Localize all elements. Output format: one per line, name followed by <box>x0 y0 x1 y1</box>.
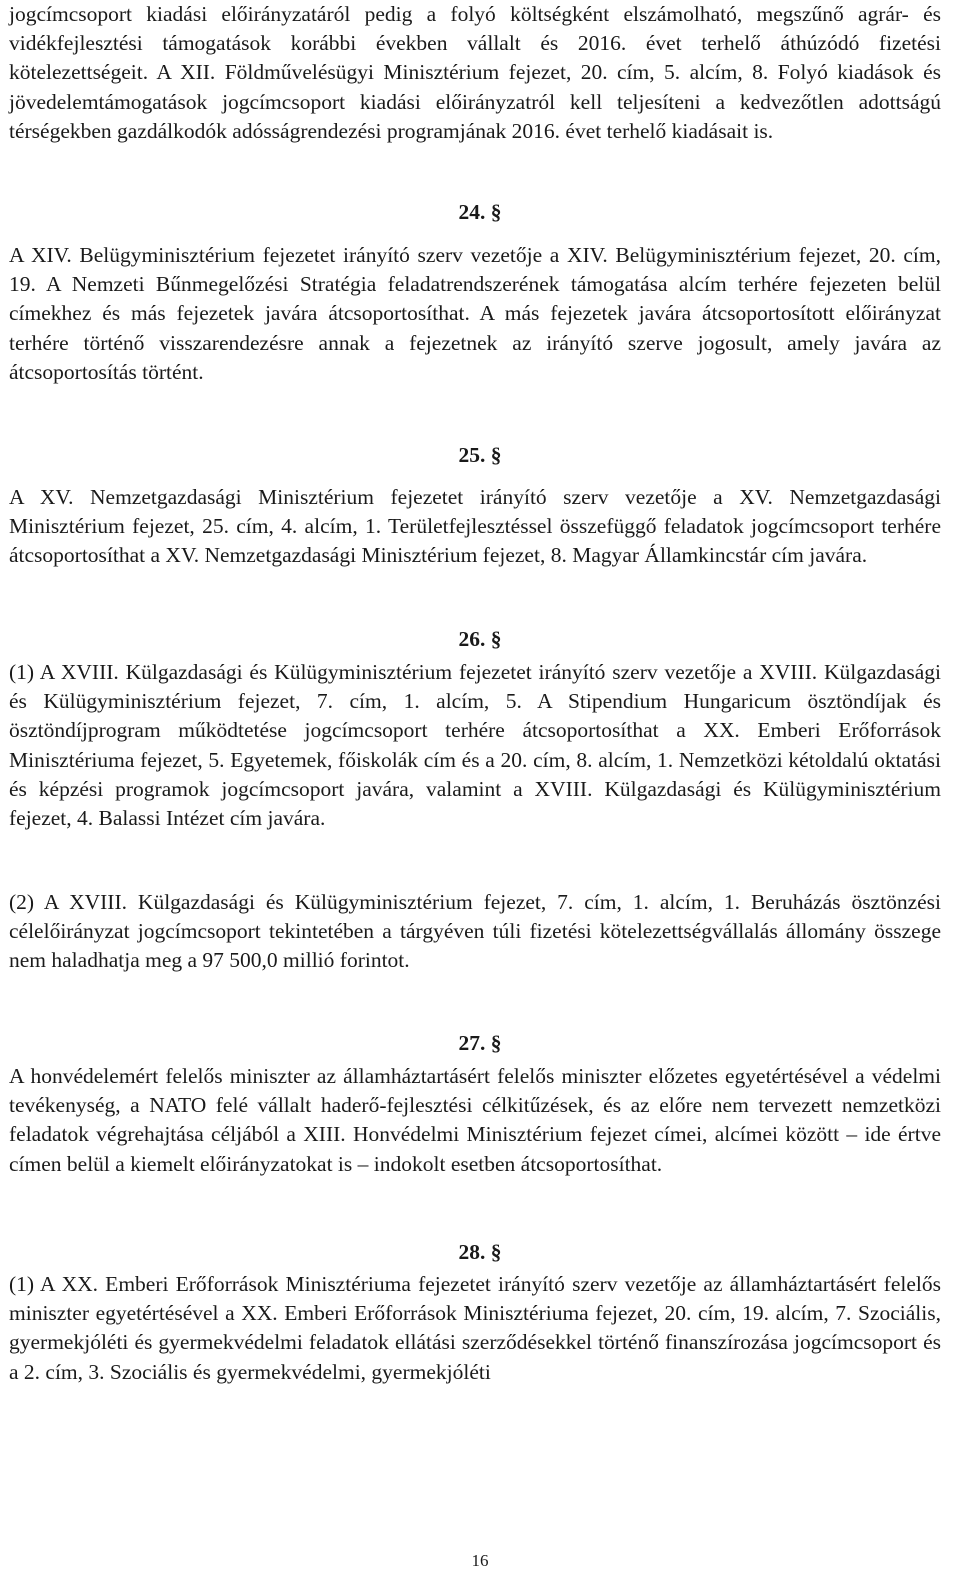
section-title-25: 25. § <box>458 443 502 467</box>
paragraph-24: A XIV. Belügyminisztérium fejezetet irányító szerv vezetője a XIV. Belügyminisztérium fejezet, 20. cím, 19. A Nemzeti Bűnmegelőzési Stratégia feladatrendszerének támogatása alcím terhére fejezeten belül címekhez és más fejezetek javára átcsoportosíthat. A más fejezetek javára átcsoportosított előirányzat terhére történő visszarendezésre annak a fejezetnek az irányító szerve jogosult, amely javára az átcsoportosítás történt. <box>9 243 941 384</box>
section-title-26: 26. § <box>458 627 502 651</box>
section-title-28: 28. § <box>458 1240 502 1264</box>
paragraph-26-2: (2) A XVIII. Külgazdasági és Külügyminisztérium fejezet, 7. cím, 1. alcím, 1. Beruházás ösztönzési célelőirányzat jogcímcsoport tekintetében a tárgyéven túli fizetési kötelezettségvállalás állomány összege nem haladhatja meg a 97 500,0 millió forintot. <box>9 890 941 973</box>
paragraph-26-1: (1) A XVIII. Külgazdasági és Külügyminisztérium fejezetet irányító szerv vezetője a XVIII. Külgazdasági és Külügyminisztérium fejezet, 7. cím, 1. alcím, 5. A Stipendium Hungaricum ösztöndíjak és ösztöndíjprogram működtetése jogcímcsoport terhére átcsoportosíthat a XX. Emberi Erőforrások Minisztériuma fejezet, 5. Egyetemek, főiskolák cím és a 20. cím, 8. alcím, 1. Nemzetközi kétoldalú oktatási és képzési programok jogcímcsoport javára, valamint a XVIII. Külgazdasági és Külügyminisztérium fejezet, 4. Balassi Intézet cím javára. <box>9 660 941 831</box>
paragraph-27: A honvédelemért felelős miniszter az államháztartásért felelős miniszter előzetes egyetértésével a védelmi tevékenység, a NATO felé vállalt haderő-fejlesztési célkitűzések, és az előre nem tervezett nemzetközi feladatok végrehajtása céljából a XIII. Honvédelmi Minisztérium fejezet címei, alcímei között – ide értve címen belül a kiemelt előirányzatokat is – indokolt esetben átcsoportosíthat. <box>9 1064 941 1176</box>
paragraph-continuation: jogcímcsoport kiadási előirányzatáról pedig a folyó költségként elszámolható, megszűnő agrár- és vidékfejlesztési támogatások korábbi években vállalt és 2016. évet terhelő áthúzódó fizetési kötelezettségeit. A XII. Földművelésügyi Minisztérium fejezet, 20. cím, 5. alcím, 8. Folyó kiadások és jövedelemtámogatások jogcímcsoport kiadási előirányzatról kell teljesíteni a kedvezőtlen adottságú térségekben gazdálkodók adósságrendezési programjának 2016. évet terhelő kiadásait is. <box>9 2 941 143</box>
paragraph-28-1: (1) A XX. Emberi Erőforrások Minisztériuma fejezetet irányító szerv vezetője az államháztartásért felelős miniszter egyetértésével a XX. Emberi Erőforrások Minisztériuma fejezet, 20. cím, 19. alcím, 7. Szociális, gyermekjóléti és gyermekvédelmi feladatok ellátási szerződésekkel történő finanszírozása jogcímcsoport és a 2. cím, 3. Szociális és gyermekvédelmi, gyermekjóléti <box>9 1272 941 1384</box>
section-title-24: 24. § <box>458 200 502 224</box>
page-number: 16 <box>471 1551 489 1570</box>
paragraph-25: A XV. Nemzetgazdasági Minisztérium fejezetet irányító szerv vezetője a XV. Nemzetgazdasági Minisztérium fejezet, 25. cím, 4. alcím, 1. Területfejlesztéssel összefüggő feladatok jogcímcsoport terhére átcsoportosíthat a XV. Nemzetgazdasági Minisztérium fejezet, 8. Magyar Államkincstár cím javára. <box>9 485 941 568</box>
section-title-27: 27. § <box>458 1031 502 1055</box>
